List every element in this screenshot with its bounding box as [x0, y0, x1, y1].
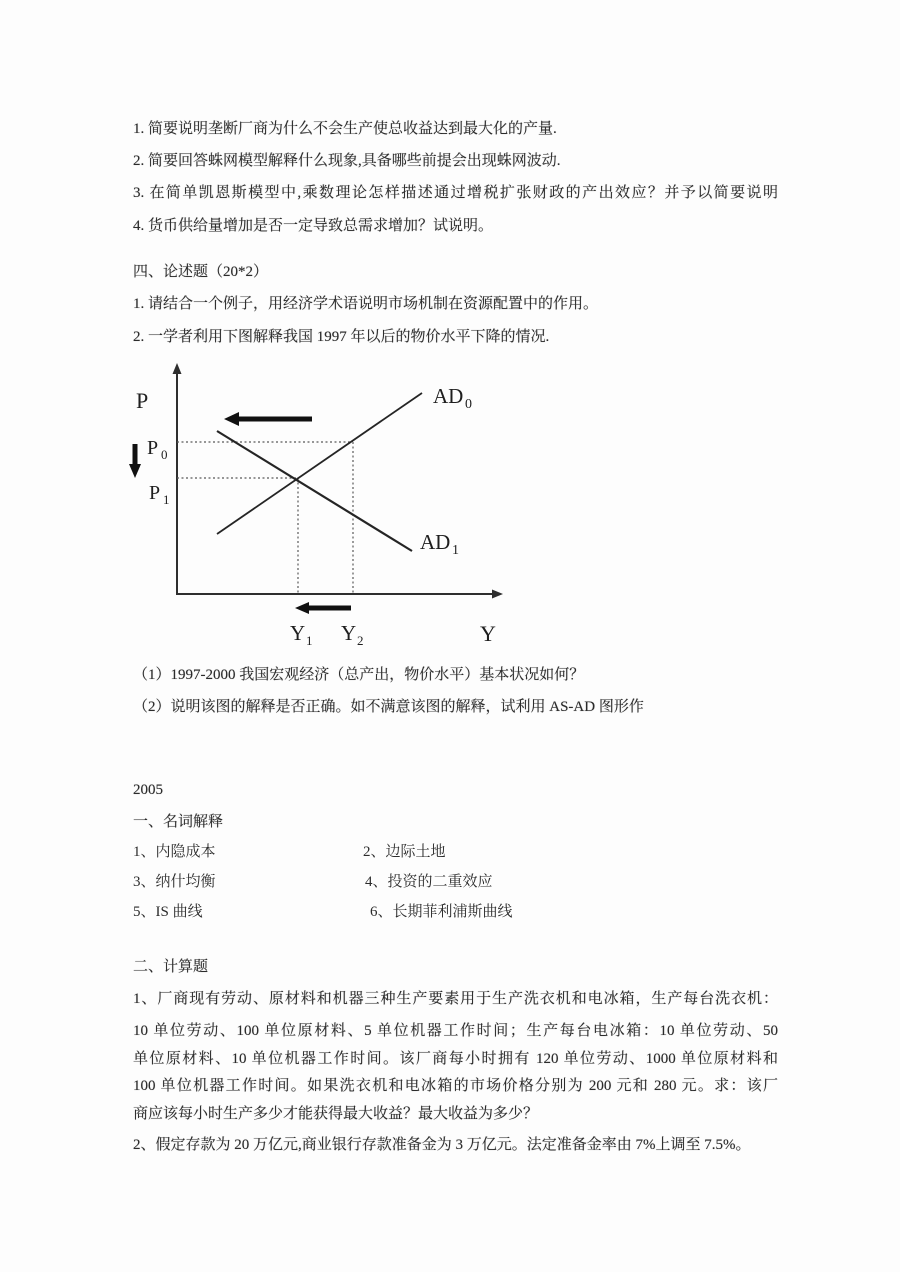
p0-label-subscript: 0 [161, 447, 168, 462]
year-2005-heading: 2005 [133, 782, 163, 798]
top-left-shift-arrowhead-icon [224, 412, 239, 426]
calc-question-1-line-3: 单位原材料、10 单位机器工作时间。该厂商每小时拥有 120 单位劳动、1000 单位原材料和 [133, 1051, 778, 1067]
short-answer-question-2: 2. 简要回答蛛网模型解释什么现象,具备哪些前提会出现蛛网波动. [133, 153, 561, 169]
y-axis-arrowhead-icon [492, 590, 503, 599]
term-item-4: 4、投资的二重效应 [365, 874, 493, 890]
term-item-2: 2、边际土地 [363, 844, 446, 860]
essay-item-1: 1. 请结合一个例子，用经济学术语说明市场机制在资源配置中的作用。 [133, 296, 599, 312]
term-item-5: 5、IS 曲线 [133, 904, 203, 920]
y2-label: Y [341, 621, 357, 645]
ad0-label-subscript: 0 [465, 397, 472, 412]
calc-question-1-line-5: 商应该每小时生产多少才能获得最大收益？最大收益为多少？ [133, 1106, 539, 1122]
calc-question-2: 2、假定存款为 20 万亿元,商业银行存款准备金为 3 万亿元。法定准备金率由 7%上调至 7.5%。 [133, 1137, 751, 1153]
calc-question-1-line-4: 100 单位机器工作时间。如果洗衣机和电冰箱的市场价格分别为 200 元和 280 元。求：该厂 [133, 1078, 778, 1094]
ad0-label: AD [433, 384, 464, 408]
term-item-1: 1、内隐成本 [133, 844, 216, 860]
term-row-3 [133, 901, 513, 923]
p-axis-arrowhead-icon [173, 363, 182, 374]
essay-subquestion-2: （2）说明该图的解释是否正确。如不满意该图的解释，试利用 AS-AD 图形作 [133, 699, 644, 715]
terms-section-heading: 一、名词解释 [133, 814, 224, 830]
term-item-3: 3、纳什均衡 [133, 874, 216, 890]
p1-label: P [149, 482, 161, 504]
calc-section-heading: 二、计算题 [133, 959, 209, 975]
term-row-1 [133, 841, 446, 863]
short-answer-question-3: 3. 在简单凯恩斯模型中,乘数理论怎样描述通过增税扩张财政的产出效应？并予以简要说明 [133, 185, 778, 201]
short-answer-question-4: 4. 货币供给量增加是否一定导致总需求增加？试说明。 [133, 218, 494, 234]
y1-label-subscript: 1 [306, 633, 313, 648]
price-down-arrowhead-icon [129, 464, 141, 478]
y2-label-subscript: 2 [357, 633, 364, 648]
p-axis-label: P [136, 388, 149, 413]
calc-question-1-line-1: 1、厂商现有劳动、原材料和机器三种生产要素用于生产洗衣机和电冰箱，生产每台洗衣机： [133, 991, 778, 1007]
ad0-curve [217, 393, 422, 534]
y1-label: Y [290, 621, 306, 645]
ad1-label: AD [420, 530, 451, 554]
p1-label-subscript: 1 [163, 492, 170, 507]
term-row-2 [133, 871, 493, 893]
bottom-left-shift-arrowhead-icon [295, 602, 309, 614]
term-item-6: 6、长期菲利浦斯曲线 [370, 904, 513, 920]
ad1-curve [217, 431, 412, 551]
ad1-label-subscript: 1 [452, 543, 459, 558]
essay-item-2: 2. 一学者利用下图解释我国 1997 年以后的物价水平下降的情况. [133, 329, 550, 345]
essay-section-heading: 四、论述题（20*2） [133, 264, 269, 280]
calc-question-1-line-2: 10 单位劳动、100 单位原材料、5 单位机器工作时间；生产每台电冰箱：10 单位劳动、50 [133, 1023, 778, 1039]
essay-subquestion-1: （1）1997-2000 我国宏观经济（总产出，物价水平）基本状况如何？ [133, 667, 585, 683]
short-answer-question-1: 1. 简要说明垄断厂商为什么不会生产使总收益达到最大化的产量. [133, 121, 557, 137]
p0-label: P [147, 437, 159, 459]
asad-diagram [120, 360, 520, 652]
y-axis-label: Y [480, 621, 496, 646]
